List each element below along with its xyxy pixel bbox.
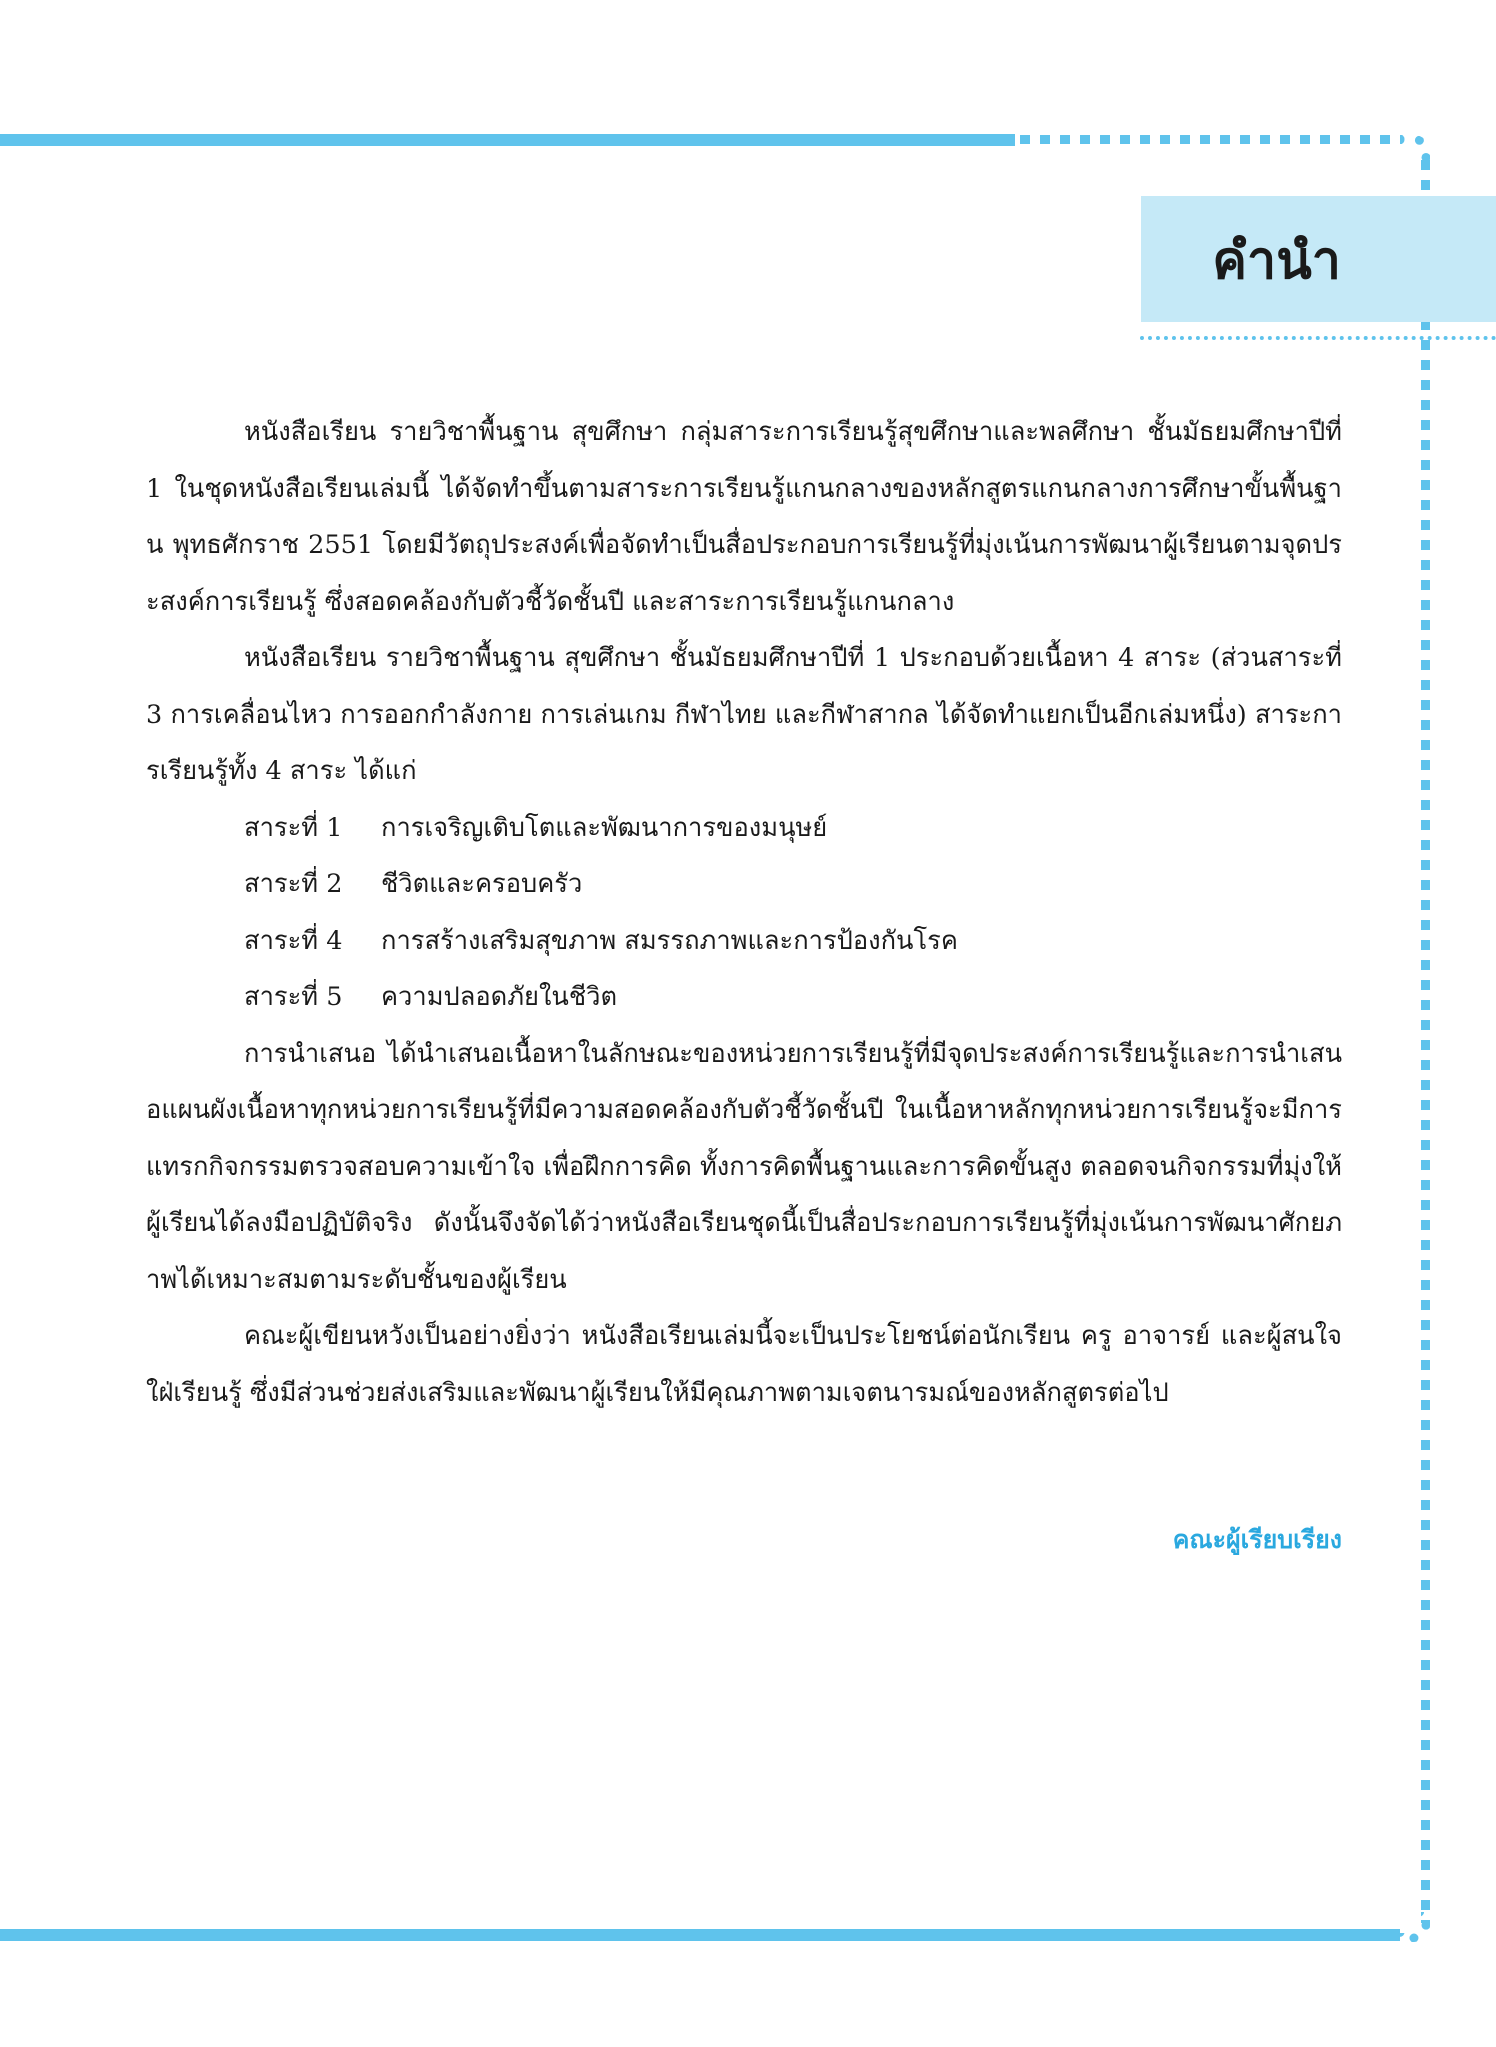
paragraph-presentation: การนำเสนอ ได้นำเสนอเนื้อหาในลักษณะของหน่วยการเรียนรู้ที่มีจุดประสงค์การเรียนรู้และการนำเสนอแผนผังเนื้อหาทุกหน่วยการเรียนรู้ที่มีความสอดคล้องกับตัวชี้วัดชั้นปี ในเนื้อหาหลักทุกหน่วยการเรียนรู้จะมีการแทรกกิจกรรมตรวจสอบความเข้าใจ เพื่อฝึกการคิด ทั้งการคิดพื้นฐานและการคิดขั้นสูง ตลอดจนกิจกรรมที่มุ่งให้ผู้เรียนได้ลงมือปฏิบัติจริง ดังนั้นจึงจัดได้ว่าหนังสือเรียนชุดนี้เป็นสื่อประกอบการเรียนรู้ที่มุ่งเน้นการพัฒนาศักยภาพได้เหมาะสมตามระดับชั้นของผู้เรียน — [146, 1038, 1342, 1295]
frame-top-dotted-line — [1020, 135, 1400, 144]
list-item — [244, 800, 1342, 857]
frame-top-line — [0, 134, 1015, 146]
strand-name: การสร้างเสริมสุขภาพ สมรรถภาพและการป้องกันโรค — [381, 925, 958, 956]
page-title: คำนำ — [1212, 230, 1341, 291]
author-signature: คณะผู้เรียบเรียง — [1172, 1525, 1342, 1554]
list-item — [244, 856, 1342, 913]
preface-body — [146, 404, 1342, 1421]
paragraph-intro: หนังสือเรียน รายวิชาพื้นฐาน สุขศึกษา กลุ่มสาระการเรียนรู้สุขศึกษาและพลศึกษา ชั้นมัธยมศึกษาปีที่ 1 ในชุดหนังสือเรียนเล่มนี้ ได้จัดทำขึ้นตามสาระการเรียนรู้แกนกลางของหลักสูตรแกนกลางการศึกษาขั้นพื้นฐาน พุทธศักราช 2551 โดยมีวัตถุประสงค์เพื่อจัดทำเป็นสื่อประกอบการเรียนรู้ที่มุ่งเน้นการพัฒนาผู้เรียนตามจุดประสงค์การเรียนรู้ ซึ่งสอดคล้องกับตัวชี้วัดชั้นปี และสาระการเรียนรู้แกนกลาง — [146, 417, 1342, 617]
strand-list — [146, 800, 1342, 1026]
list-item — [244, 913, 1342, 970]
frame-bottom-line — [0, 1929, 1400, 1941]
title-dotted-underline — [1140, 336, 1496, 340]
list-item — [244, 969, 1342, 1026]
strand-name: ความปลอดภัยในชีวิต — [381, 982, 618, 1012]
paragraph-contents: หนังสือเรียน รายวิชาพื้นฐาน สุขศึกษา ชั้นมัธยมศึกษาปีที่ 1 ประกอบด้วยเนื้อหา 4 สาระ (ส่วนสาระที่ 3 การเคลื่อนไหว การออกกำลังกาย การเล่นเกม กีฬาไทย และกีฬาสากล ได้จัดทำแยกเป็นอีกเล่มหนึ่ง) สาระการเรียนรู้ทั้ง 4 สาระ ได้แก่ — [146, 643, 1342, 786]
frame-right-dotted-line — [1421, 160, 1430, 1923]
strand-number: สาระที่ 4 — [244, 925, 343, 956]
strand-number: สาระที่ 5 — [244, 982, 343, 1012]
frame-bottom-right-corner — [1400, 1912, 1430, 1942]
paragraph-closing: คณะผู้เขียนหวังเป็นอย่างยิ่งว่า หนังสือเรียนเล่มนี้จะเป็นประโยชน์ต่อนักเรียน ครู อาจารย์ และผู้สนใจใฝ่เรียนรู้ ซึ่งมีส่วนช่วยส่งเสริมและพัฒนาผู้เรียนให้มีคุณภาพตามเจตนารมณ์ของหลักสูตรต่อไป — [146, 1321, 1342, 1408]
title-box — [1141, 196, 1496, 322]
strand-name: ชีวิตและครอบครัว — [381, 869, 583, 899]
strand-number: สาระที่ 2 — [244, 869, 343, 899]
strand-name: การเจริญเติบโตและพัฒนาการของมนุษย์ — [381, 812, 828, 843]
strand-number: สาระที่ 1 — [244, 812, 343, 843]
